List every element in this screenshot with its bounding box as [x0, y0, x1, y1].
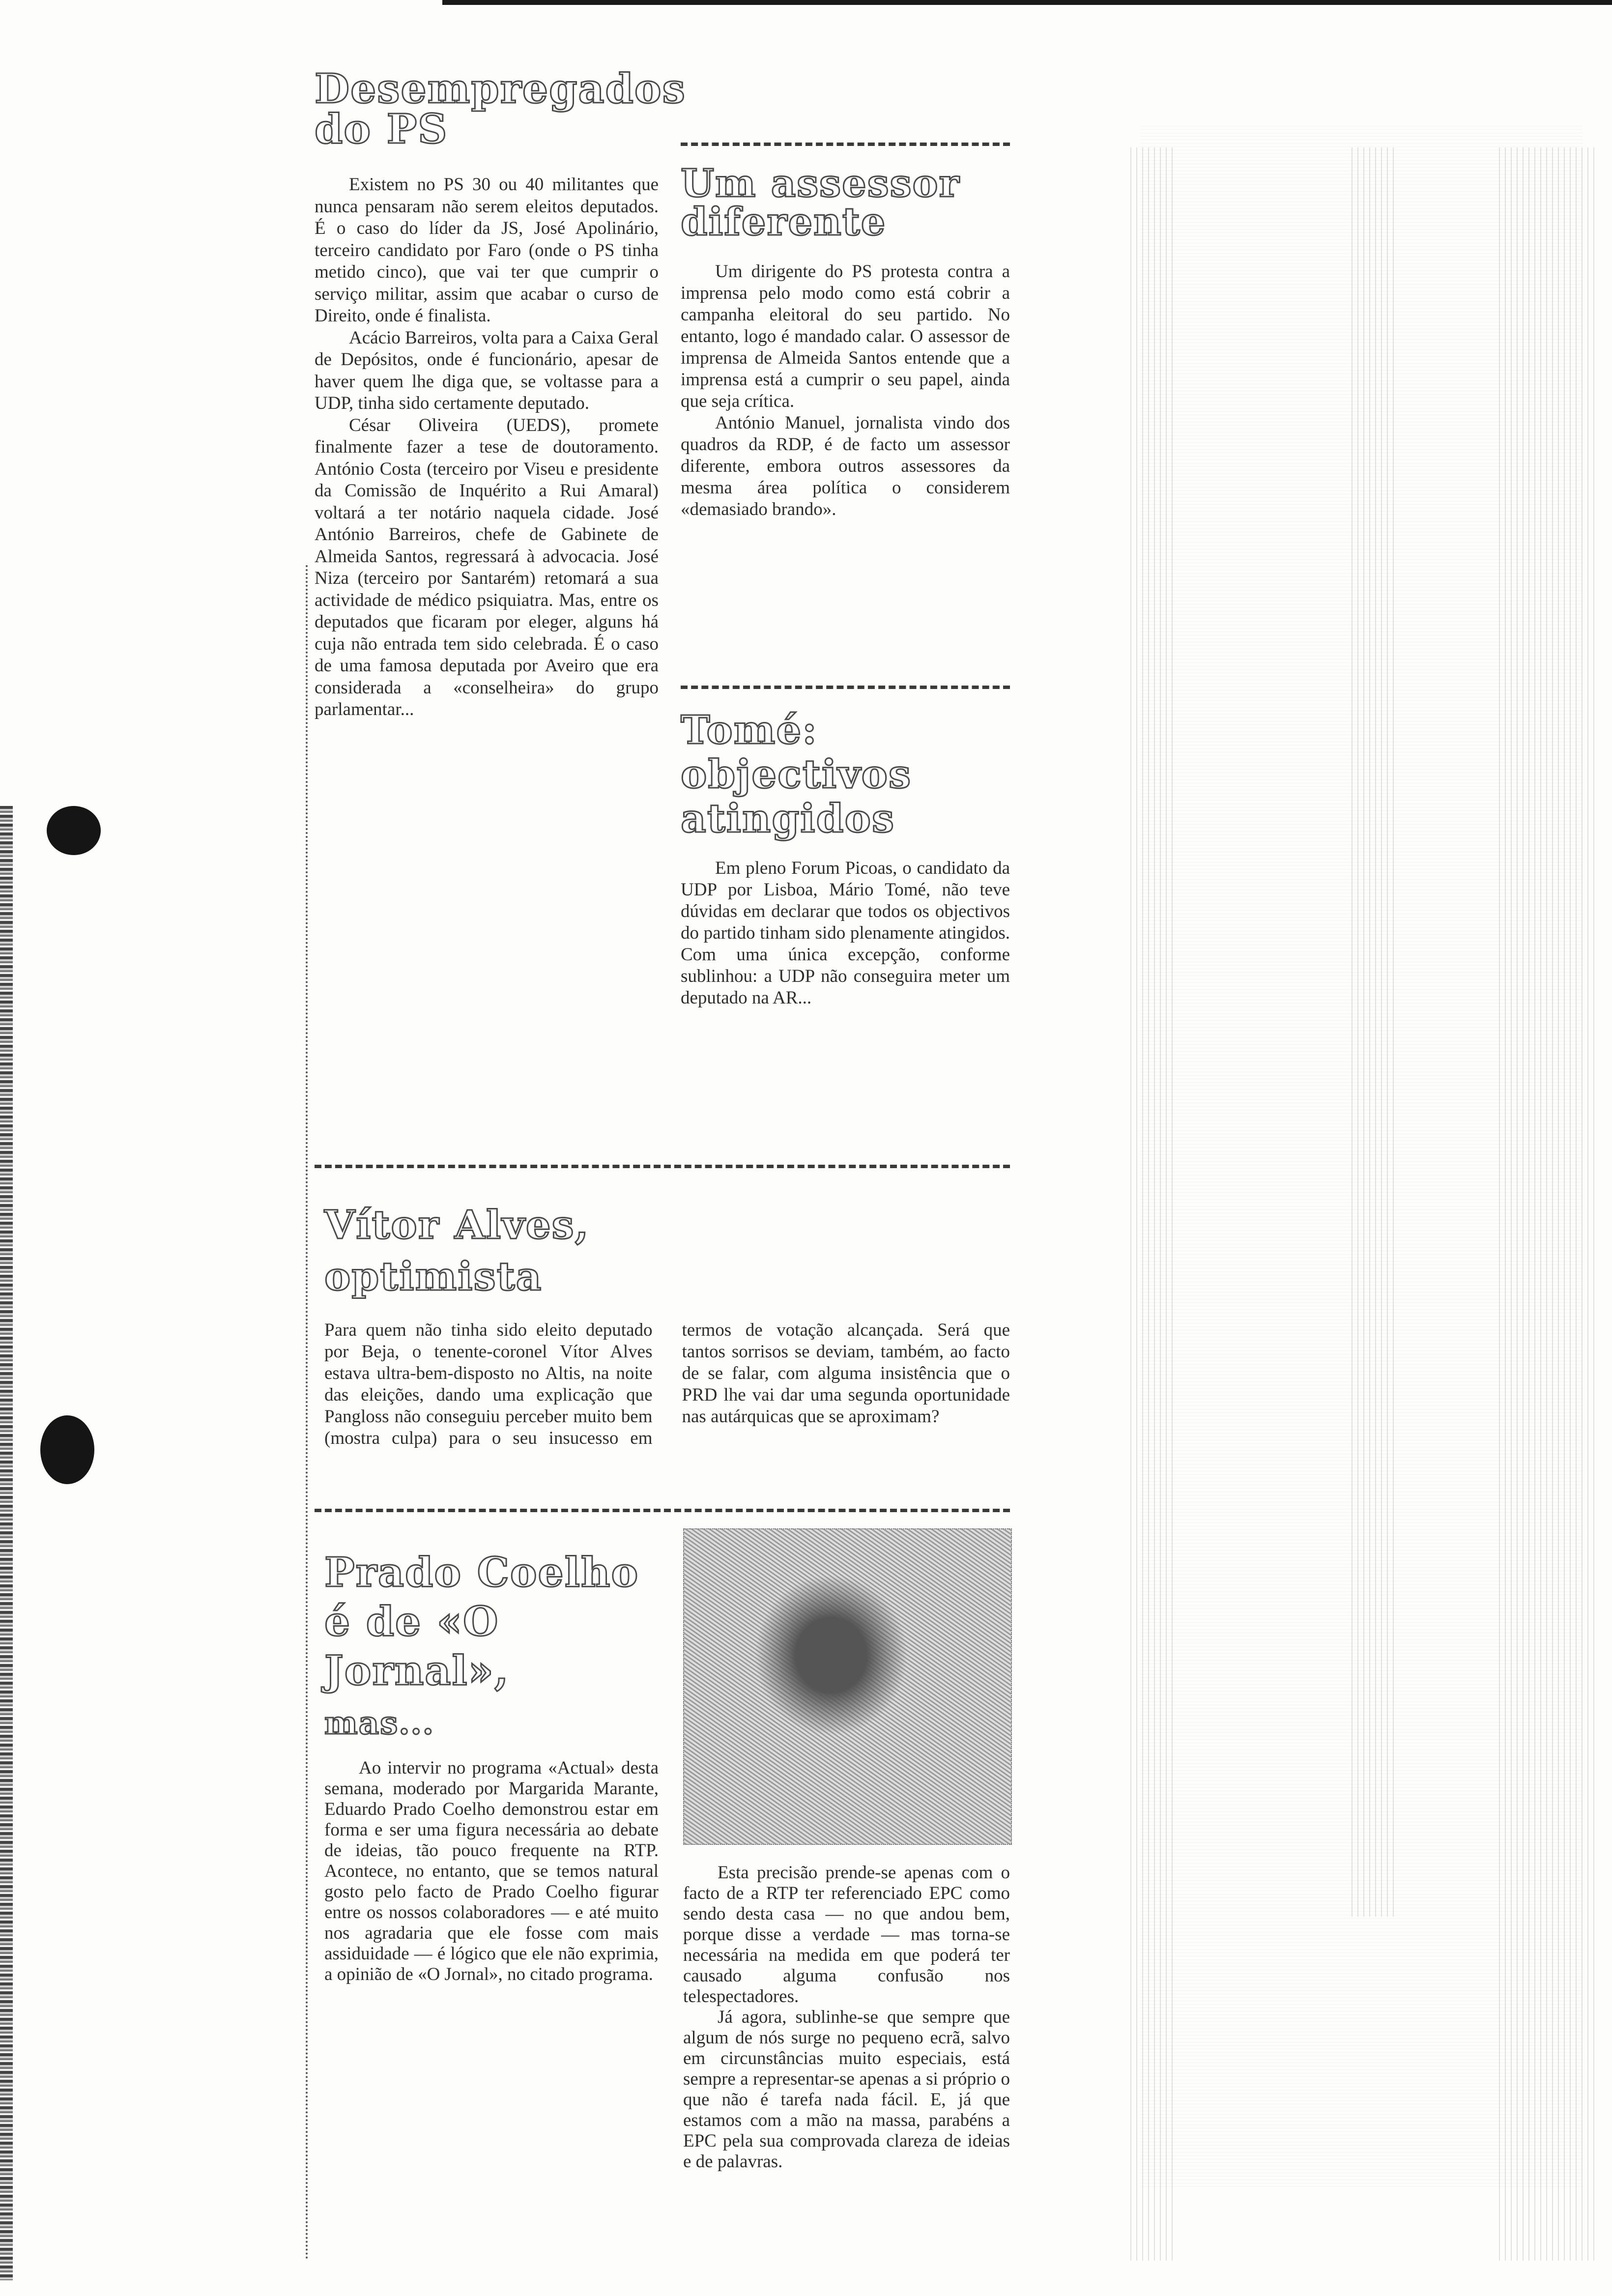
article-separator-rule [315, 1509, 1010, 1512]
scan-streak-band [1499, 147, 1597, 2261]
headline-line: Tomé: [681, 707, 818, 753]
article-assessor [681, 161, 1010, 520]
punch-hole-lower [40, 1415, 94, 1484]
article-separator-rule [315, 1165, 1010, 1168]
headline-line: Desempregados [315, 65, 686, 113]
scan-binding-edge [0, 806, 13, 2280]
headline-line: Vítor Alves, [324, 1202, 590, 1248]
article-separator-rule [681, 686, 1010, 689]
scan-top-edge [442, 0, 1612, 5]
scan-streak-band [1130, 147, 1175, 2261]
article-body [324, 1199, 1010, 1449]
headline-line: Prado Coelho [324, 1549, 639, 1596]
article-headline [681, 161, 1010, 244]
article-body-continued [683, 1863, 1010, 2172]
paragraph: Existem no PS 30 ou 40 militantes que nunca pensaram não serem eleitos deputados. É o caso do líder da JS, José Apolinário, terceiro candidato por Faro (onde o PS tinha metido cinco), que vai ter que cumprir o serviço militar, assim que acabar o curso de Direito, onde é finalista. [315, 174, 659, 326]
paragraph: Esta precisão prende-se apenas com o facto de a RTP ter referenciado EPC como sendo desta casa — no que andou bem, porque disse a verdade — mas torna-se necessária na medida em que poderá ter causado alguma confusão nos telespectadores. [683, 1863, 1010, 2007]
article-headline [324, 1548, 668, 1748]
headline-line: Um assessor [681, 161, 960, 206]
article-body [324, 1758, 659, 1985]
paragraph: Ao intervir no programa «Actual» desta semana, moderado por Margarida Marante, Eduardo Prado Coelho demonstrou estar em forma e ser uma figura necessária ao debate de ideias, tão pouco frequente na RTP. Acontece, no entanto, que se temos natural gosto pelo facto de Prado Coelho figurar entre os nossos colaboradores — e até muito nos agradaria que ele fosse com mais assiduidade — é lógico que ele não exprimia, a opinião de «O Jornal», no citado programa. [324, 1758, 659, 1984]
headline-line: objectivos [681, 751, 912, 797]
headline-line: optimista [324, 1253, 543, 1299]
paragraph: Em pleno Forum Picoas, o candidato da UDP por Lisboa, Mário Tomé, não teve dúvidas em declarar que todos os objectivos do partido tinham sido plenamente atingidos. Com uma única excepção, conforme sublinhou: a UDP não conseguira meter um deputado na AR... [681, 858, 1010, 1008]
article-tome [681, 708, 1010, 1009]
headline-line: do PS [315, 106, 448, 153]
article-body [681, 261, 1010, 520]
headline-line: atingidos [681, 795, 895, 841]
article-desempregados [315, 65, 686, 721]
paragraph: Um dirigente do PS protesta contra a imprensa pelo modo como está cobrir a campanha eleitoral do seu partido. No entanto, logo é mandado calar. O assessor de imprensa de Almeida Santos entende que a imprensa está a cumprir o seu papel, ainda que seja crítica. [681, 261, 1010, 411]
paragraph: Para quem não tinha sido eleito deputado por Beja, o tenente-coronel Vítor Alves estava ultra-bem-disposto no Altis, na noite das eleições, dando uma explicação que Pangloss não conseguiu perceber muito bem (mostra culpa) para o seu insucesso em termos de votação alcançada. Será que tantos sorrisos se deviam, também, ao facto de se falar, com alguma insistência que o PRD lhe vai dar uma segunda oportunidade nas autárquicas que se aproximam? [324, 1320, 1010, 1448]
paragraph: Acácio Barreiros, volta para a Caixa Geral de Depósitos, onde é funcionário, apesar de haver quem lhe diga que, se voltasse para a UDP, tinha sido certamente deputado. [315, 327, 659, 413]
column-fold-mark [306, 565, 308, 2261]
article-body [315, 174, 659, 721]
article-body [681, 858, 1010, 1009]
headline-line: é de «O Jornal», [324, 1598, 510, 1694]
article-vitor-alves [324, 1199, 1010, 1448]
paragraph: Já agora, sublinhe-se que sempre que algum de nós surge no pequeno ecrã, salvo em circunstâncias muito especiais, está sempre a representar-se apenas a si próprio o que não é tarefa nada fácil. E, já que estamos com a mão na massa, parabéns a EPC pela sua comprovada clareza de ideias e de palavras. [683, 2007, 1010, 2172]
article-separator-rule [681, 143, 1010, 146]
headline-line: diferente [681, 200, 887, 244]
scan-streak-band [1352, 147, 1396, 1917]
article-headline [315, 65, 686, 153]
paragraph: António Manuel, jornalista vindo dos quadros da RDP, é de facto um assessor diferente, embora outros assessores da mesma área política o considerem «demasiado brando». [681, 413, 1010, 519]
article-headline [681, 708, 1010, 840]
paragraph: César Oliveira (UEDS), promete finalmente fazer a tese de doutoramento. António Costa (terceiro por Viseu e presidente da Comissão de Inquérito a Rui Amaral) voltará a ter notário naquela cidade. José António Barreiros, chefe de Gabinete de Almeida Santos, regressará à advocacia. José Niza (terceiro por Santarém) retomará a sua actividade de médico psiquiatra. Mas, entre os deputados que ficaram por eleger, alguns há cuja não entrada tem sido celebrada. É o caso de uma famosa deputada por Aveiro que era considerada a «conselheira» do grupo parlamentar... [315, 415, 659, 719]
article-prado-coelho [324, 1548, 1010, 2261]
headline-line: mas... [324, 1705, 435, 1742]
punch-hole-upper [47, 806, 101, 855]
